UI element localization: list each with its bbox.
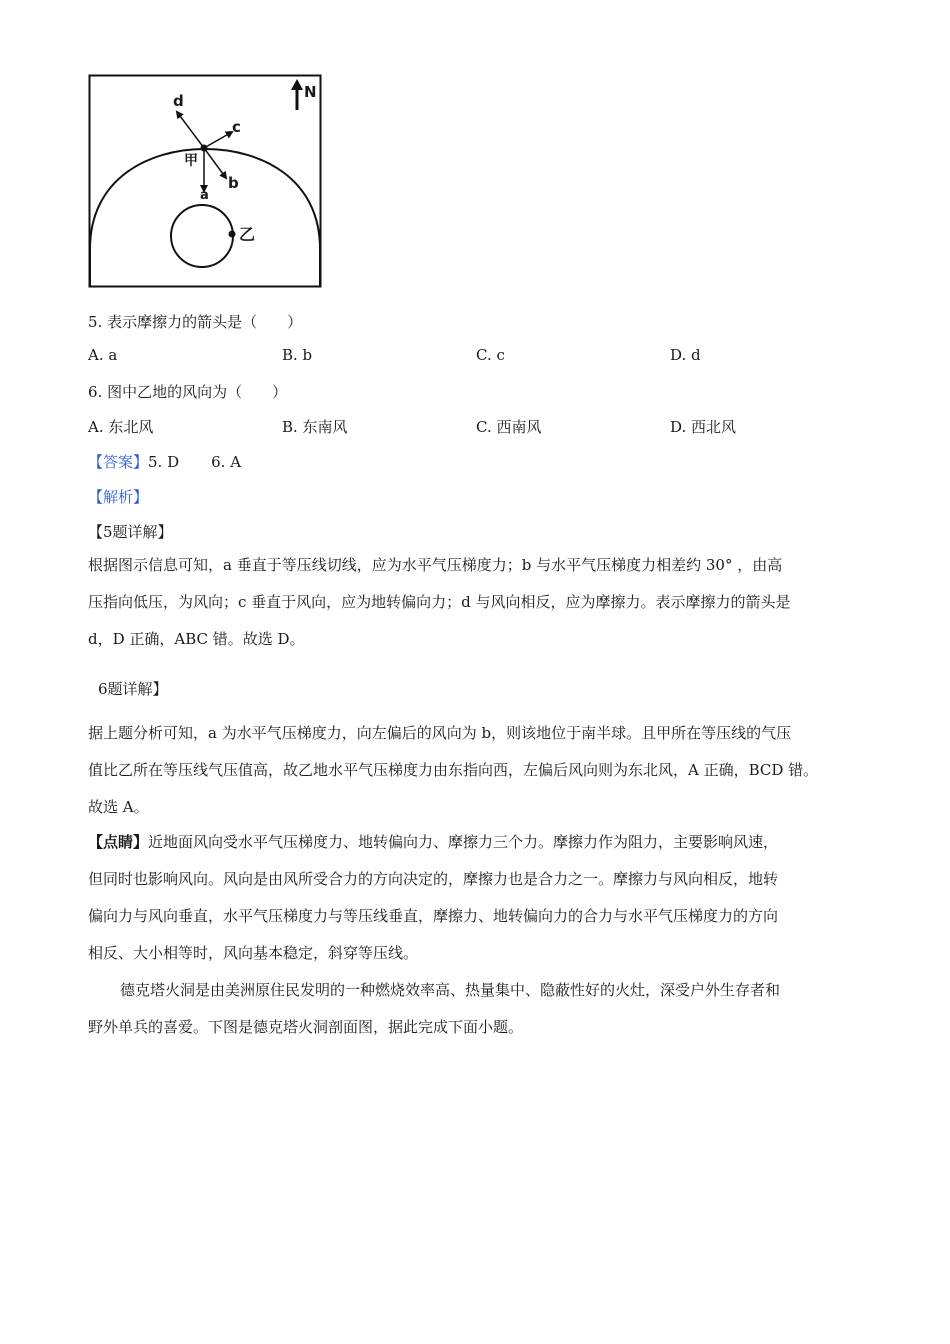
north-label: N — [304, 83, 317, 101]
arrow-c — [204, 132, 232, 148]
answer-6: 6. A — [211, 453, 242, 471]
q6-option-b: B. 东南风 — [282, 418, 348, 436]
dianjing-line: 相反、大小相等时，风向基本稳定，斜穿等压线。 — [88, 944, 419, 962]
dianjing-line: 偏向力与风向垂直，水平气压梯度力与等压线垂直，摩擦力、地转偏向力的合力与水平气压梯度力的方向 — [88, 907, 779, 925]
arrow-label-d: d — [173, 92, 184, 110]
arrow-d — [177, 112, 204, 148]
q5-option-c: C. c — [476, 346, 505, 364]
arrow-label-a: a — [200, 188, 209, 203]
question-5-stem: 5. 表示摩擦力的箭头是（ ） — [88, 313, 303, 331]
arrow-label-c: c — [232, 118, 241, 136]
intro-line: 德克塔火洞是由美洲原住民发明的一种燃烧效率高、热量集中、隐蔽性好的火灶，深受户外生存者和 — [120, 981, 781, 999]
dianjing-tag: 【点睛】 — [88, 833, 149, 851]
answer-line — [88, 451, 241, 472]
detail-6-heading: 6题详解】 — [98, 680, 168, 698]
detail-6-paragraph — [88, 715, 818, 826]
detail-5-heading: 【5题详解】 — [88, 523, 173, 541]
detail-6-line: 值比乙所在等压线气压值高，故乙地水平气压梯度力由东指向西，左偏后风向则为东北风，A 正确，BCD 错。 — [88, 761, 819, 779]
q6-option-a: A. 东北风 — [88, 418, 154, 436]
intro-line: 野外单兵的喜爱。下图是德克塔火洞剖面图，据此完成下面小题。 — [88, 1018, 524, 1036]
dianjing-line: 但同时也影响风向。风向是由风所受合力的方向决定的，摩擦力也是合力之一。摩擦力与风向相反，地转 — [88, 870, 779, 888]
label-yi: 乙 — [239, 225, 256, 244]
inner-isobar — [171, 205, 233, 267]
point-yi — [229, 231, 236, 238]
diagram-frame — [90, 76, 321, 287]
detail-5-line: d，D 正确，ABC 错。故选 D。 — [88, 630, 305, 648]
outer-isobar — [90, 149, 320, 286]
q6-option-c: C. 西南风 — [476, 418, 542, 436]
detail-5-paragraph — [88, 547, 791, 658]
answer-tag: 【答案】 — [88, 453, 149, 471]
north-arrow-icon — [291, 79, 303, 110]
detail-6-line: 故选 A。 — [88, 798, 149, 816]
analysis-tag: 【解析】 — [88, 488, 149, 506]
arrow-b — [204, 148, 226, 178]
detail-5-line: 根据图示信息可知，a 垂直于等压线切线，应为水平气压梯度力；b 与水平气压梯度力相差约 30° ，由高 — [88, 556, 783, 574]
question-6-stem: 6. 图中乙地的风向为（ ） — [88, 383, 288, 401]
arrow-label-b: b — [228, 174, 239, 192]
q5-option-d: D. d — [670, 346, 701, 364]
detail-6-line: 据上题分析可知，a 为水平气压梯度力，向左偏后的风向为 b，则该地位于南半球。且甲所在等压线的气压 — [88, 724, 792, 742]
q5-option-b: B. b — [282, 346, 313, 364]
intro-paragraph — [88, 972, 780, 1046]
dianjing-line: 近地面风向受水平气压梯度力、地转偏向力、摩擦力三个力。摩擦力作为阻力，主要影响风速， — [148, 833, 779, 851]
q6-option-d: D. 西北风 — [670, 418, 737, 436]
wind-force-diagram — [88, 74, 322, 288]
q5-option-a: A. a — [88, 346, 118, 364]
detail-5-line: 压指向低压，为风向；c 垂直于风向，应为地转偏向力；d 与风向相反，应为摩擦力。表示摩擦力的箭头是 — [88, 593, 791, 611]
dianjing-paragraph — [88, 824, 778, 972]
label-jia: 甲 — [184, 153, 198, 169]
answer-5: 5. D — [148, 453, 180, 471]
